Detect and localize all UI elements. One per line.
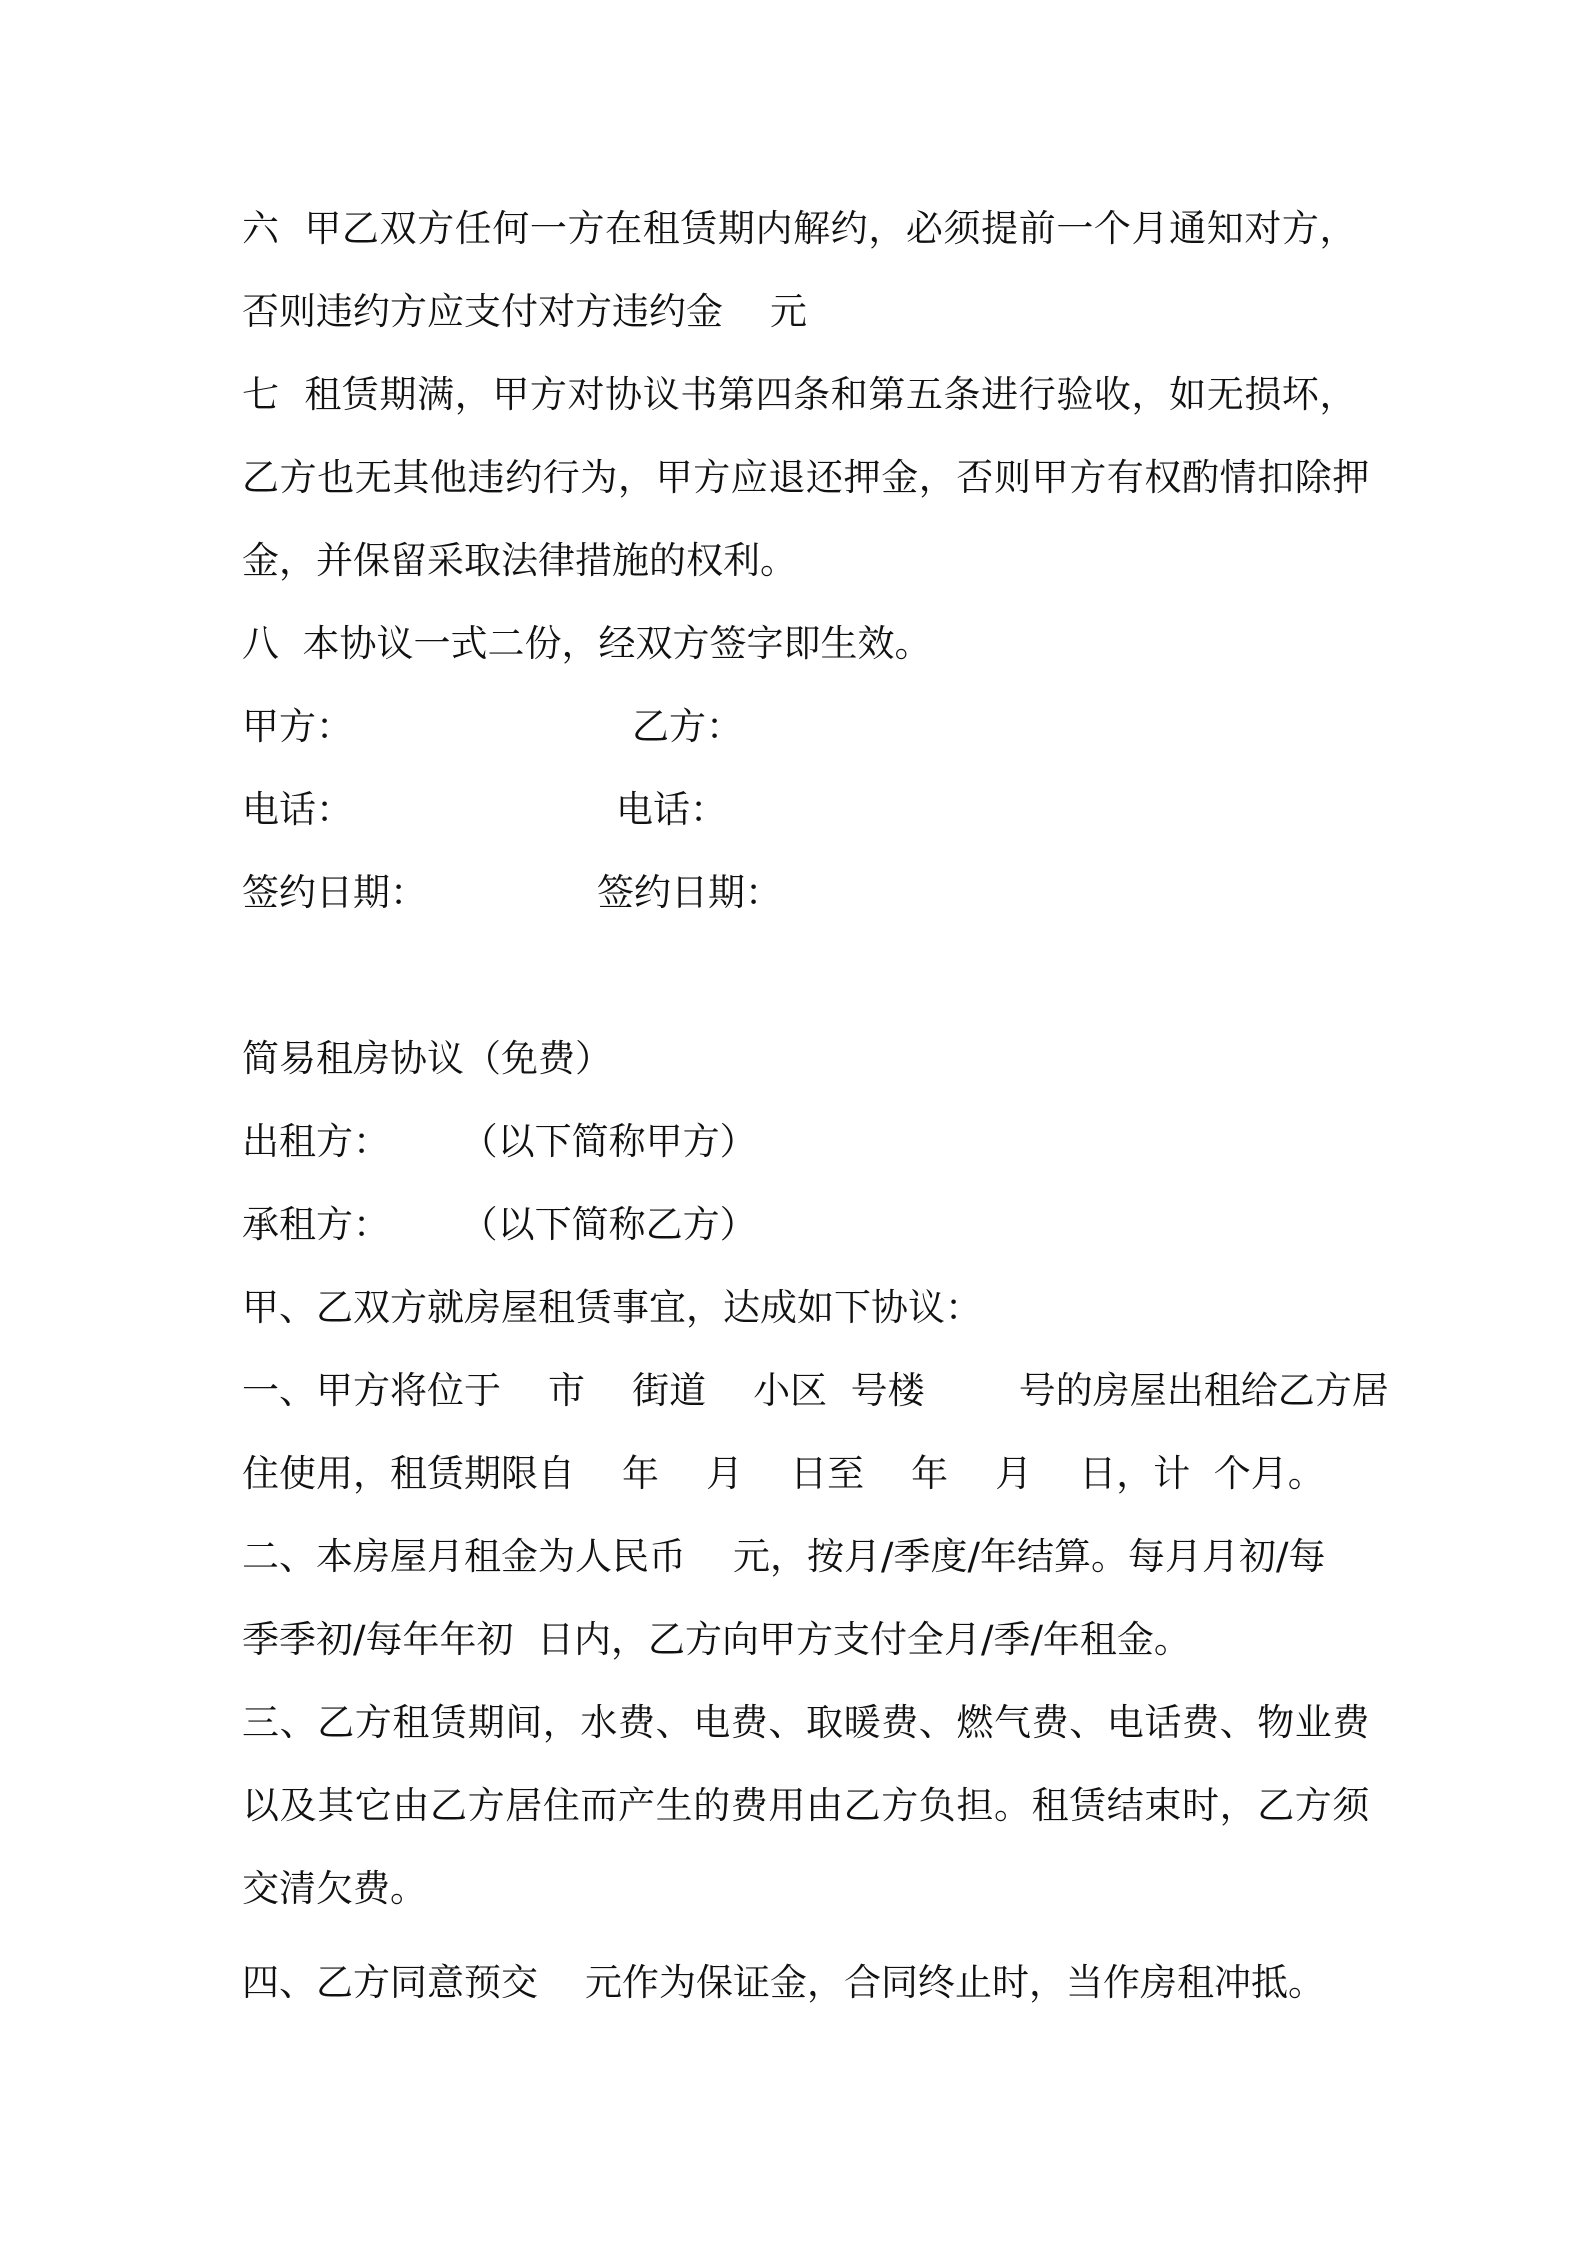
- clause-7-line-2: 乙方也无其他违约行为，甲方应退还押金，否则甲方有权酌情扣除押: [242, 456, 1370, 499]
- party-b-date-label: 签约日期：: [597, 871, 782, 914]
- clause-7-line-3: 金，并保留采取法律措施的权利。: [242, 539, 797, 582]
- party-b-signature-label: 乙方：: [632, 705, 743, 748]
- party-a-date-label: 签约日期：: [242, 871, 427, 914]
- lessor-line: 出租方： （以下简称甲方）: [242, 1120, 757, 1163]
- clause-7-line-1: 七 租赁期满，甲方对协议书第四条和第五条进行验收，如无损坏，: [242, 373, 1358, 416]
- clause-4-line-1: 四、乙方同意预交 元作为保证金，合同终止时，当作房租冲抵。: [242, 1961, 1326, 2004]
- clause-1-line-1: 一、甲方将位于 市 街道 小区 号楼 号的房屋出租给乙方居: [242, 1369, 1389, 1412]
- clause-2-line-1: 二、本房屋月租金为人民币 元，按月/季度/年结算。每月月初/每: [242, 1535, 1326, 1578]
- clause-3-line-1: 三、乙方租赁期间，水费、电费、取暖费、燃气费、电话费、物业费: [242, 1701, 1370, 1744]
- party-a-phone-label: 电话：: [242, 788, 353, 831]
- clause-8-line-1: 八 本协议一式二份，经双方签字即生效。: [242, 622, 932, 665]
- clause-2-line-2: 季季初/每年年初 日内，乙方向甲方支付全月/季/年租金。: [242, 1618, 1191, 1661]
- clause-3-line-3: 交清欠费。: [242, 1867, 427, 1910]
- clause-1-line-2: 住使用，租赁期限自 年 月 日至 年 月 日，计 个月。: [242, 1452, 1325, 1495]
- clause-6-line-2: 否则违约方应支付对方违约金 元: [242, 290, 808, 333]
- agreement-title: 简易租房协议（免费）: [242, 1037, 612, 1080]
- party-a-signature-label: 甲方：: [242, 705, 353, 748]
- lessee-line: 承租方： （以下简称乙方）: [242, 1203, 757, 1246]
- clause-3-line-2: 以及其它由乙方居住而产生的费用由乙方负担。租赁结束时，乙方须: [242, 1784, 1370, 1827]
- party-b-phone-label: 电话：: [616, 788, 727, 831]
- clause-6-line-1: 六 甲乙双方任何一方在租赁期内解约，必须提前一个月通知对方，: [242, 207, 1358, 250]
- agreement-intro: 甲、乙双方就房屋租赁事宜，达成如下协议：: [242, 1286, 982, 1329]
